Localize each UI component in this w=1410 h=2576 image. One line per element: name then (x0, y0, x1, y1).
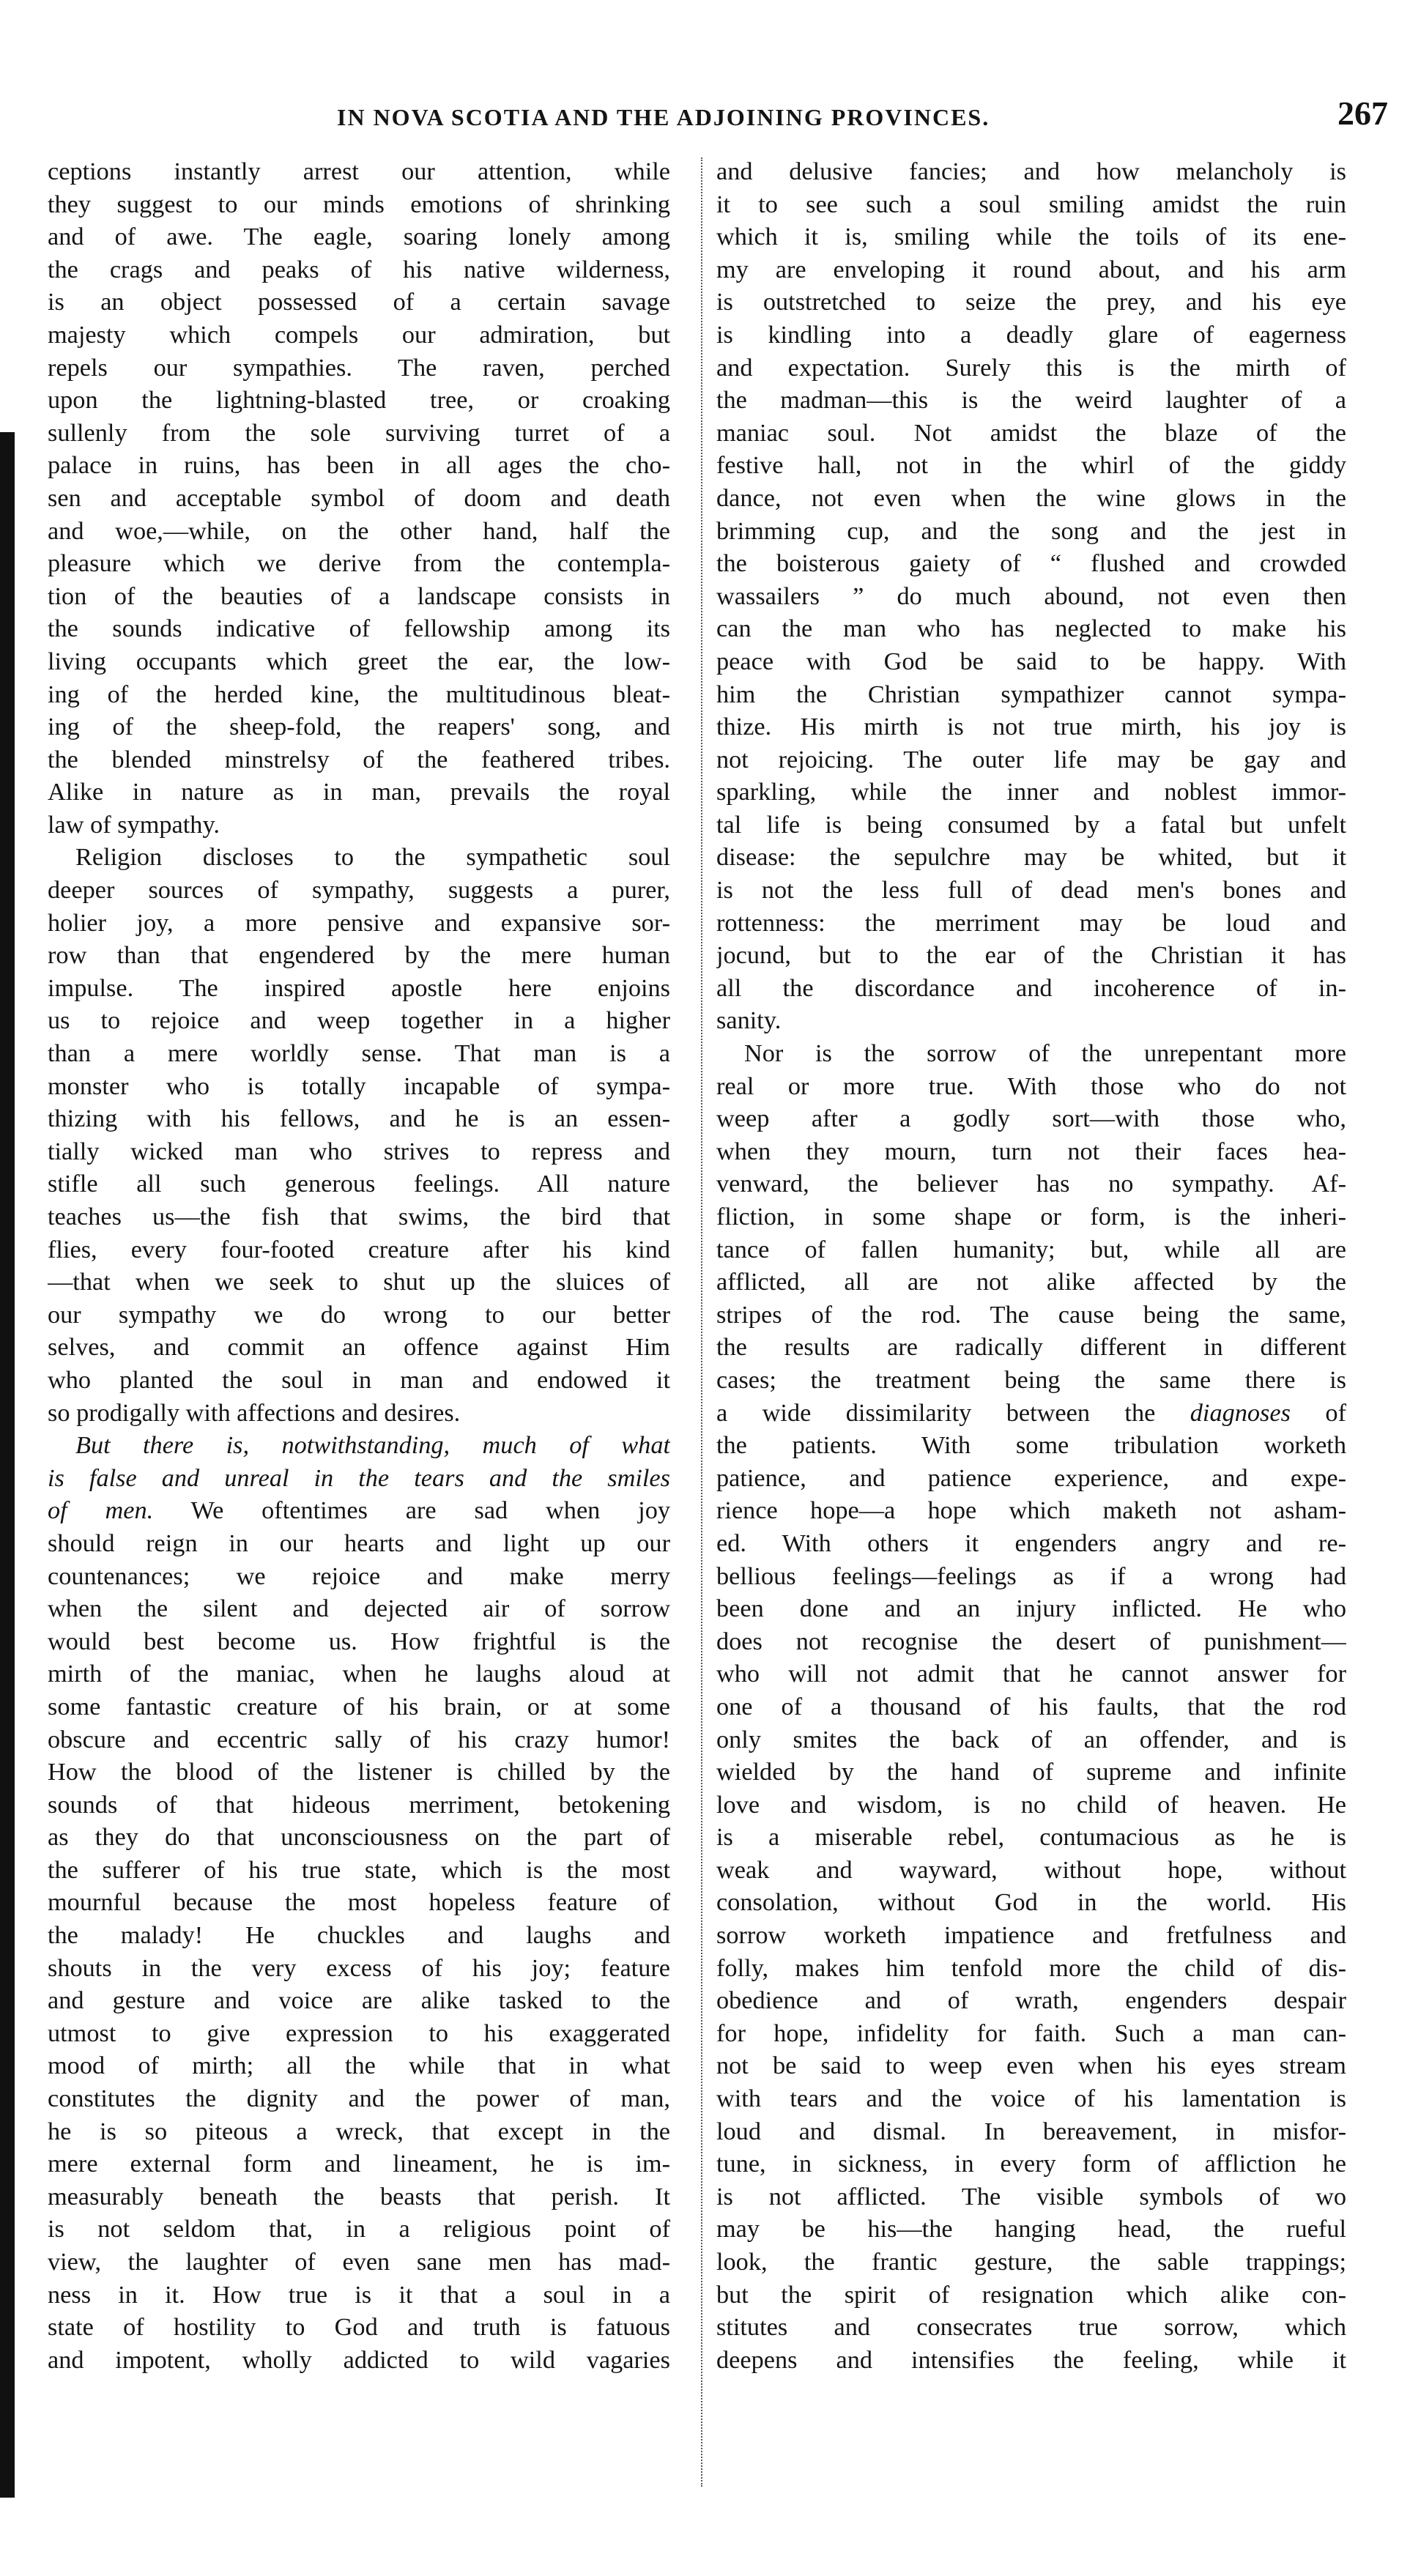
line-text: living occupants which greet the ear, the low- (48, 647, 670, 675)
line-text: constitutes the dignity and the power of man, (48, 2085, 670, 2113)
text-line (48, 417, 670, 450)
line-text: How the blood of the listener is chilled by the (48, 1758, 670, 1786)
text-line (48, 188, 670, 221)
running-title: IN NOVA SCOTIA AND THE ADJOINING PROVINCES. (337, 104, 990, 130)
line-text: and impotent, wholly addicted to wild vagaries (48, 2345, 670, 2374)
line-text: shouts in the very excess of his joy; feature (48, 1953, 670, 1982)
text-line (48, 1854, 670, 1887)
text-line (48, 1658, 670, 1690)
text-line (48, 1037, 670, 1070)
line-text: deepens and intensifies the feeling, while it (716, 2345, 1346, 2374)
line-text: maniac soul. Not amidst the blaze of the (716, 418, 1346, 447)
line-text: does not recognise the desert of punishment— (716, 1627, 1346, 1655)
text-line (48, 2049, 670, 2082)
line-text: rottenness: the merriment may be loud and (716, 908, 1346, 937)
left-column (48, 155, 670, 2376)
text-line (716, 1168, 1346, 1200)
line-text: a wide dissimilarity between the (716, 1398, 1156, 1427)
line-text: tal life is being consumed by a fatal but unfelt (716, 810, 1346, 839)
line-text: peace with God be said to be happy. With (716, 647, 1346, 675)
text-line (48, 2246, 670, 2279)
line-text: view, the laughter of even sane men has mad- (48, 2248, 670, 2276)
line-text: the sufferer of his true state, which is the most (48, 1855, 670, 1884)
text-line (48, 1886, 670, 1919)
line-text: patience, and patience experience, and expe- (716, 1463, 1346, 1492)
line-text: some fantastic creature of his brain, or at some (48, 1692, 670, 1721)
text-line (48, 1494, 670, 1527)
line-text: jocund, but to the ear of the Christian it has (716, 941, 1346, 970)
line-text: the results are radically different in different (716, 1333, 1346, 1362)
line-text: folly, makes him tenfold more the child of dis- (716, 1953, 1346, 1982)
line-text: when they mourn, turn not their faces hea- (716, 1137, 1346, 1165)
line-text: countenances; we rejoice and make merry (48, 1562, 670, 1590)
text-line (716, 1527, 1346, 1560)
text-line (716, 645, 1346, 678)
line-text: monster who is totally incapable of sympa- (48, 1072, 670, 1100)
text-line (716, 417, 1346, 450)
text-line (48, 874, 670, 907)
text-line (48, 1690, 670, 1723)
line-text: is not seldom that, in a religious point of (48, 2215, 670, 2243)
text-line (48, 1592, 670, 1625)
text-line (716, 515, 1346, 548)
text-line (716, 907, 1346, 940)
text-line (48, 2082, 670, 2115)
text-line (48, 2344, 670, 2377)
text-line (48, 2148, 670, 2180)
text-line (48, 678, 670, 711)
text-line (48, 710, 670, 743)
text-line (716, 253, 1346, 286)
text-line (716, 1821, 1346, 1854)
line-text: weak and wayward, without hope, without (716, 1855, 1346, 1884)
line-text: ed. With others it engenders angry and re- (716, 1529, 1346, 1557)
line-text: been done and an injury inflicted. He who (716, 1595, 1346, 1623)
line-text: is outstretched to seize the prey, and his eye (716, 288, 1346, 316)
text-line (48, 907, 670, 940)
line-text: ceptions instantly arrest our attention, while (48, 157, 670, 185)
text-line (48, 1527, 670, 1560)
text-line (48, 1462, 670, 1495)
text-line (716, 2311, 1346, 2344)
text-line (716, 939, 1346, 972)
text-line (48, 1952, 670, 1985)
line-text: stifle all such generous feelings. All nature (48, 1170, 670, 1198)
text-line (48, 612, 670, 645)
text-line (716, 1429, 1346, 1462)
text-line (48, 645, 670, 678)
text-line (716, 1070, 1346, 1103)
line-text: holier joy, a more pensive and expansive sor- (48, 908, 670, 937)
line-text: one of a thousand of his faults, that the rod (716, 1692, 1346, 1721)
text-line (716, 286, 1346, 319)
line-text: Nor is the sorrow of the unrepentant more (744, 1039, 1346, 1068)
text-line (716, 1004, 1346, 1037)
line-text: fliction, in some shape or form, is the inheri- (716, 1203, 1346, 1231)
line-text: should reign in our hearts and light up our (48, 1529, 670, 1557)
text-line (716, 1200, 1346, 1233)
text-line (48, 776, 670, 809)
line-text: ing of the sheep-fold, the reapers' song, and (48, 713, 670, 741)
line-text: real or more true. With those who do not (716, 1072, 1346, 1100)
line-text: tune, in sickness, in every form of affliction he (716, 2150, 1346, 2178)
text-line (48, 1102, 670, 1135)
line-text: utmost to give expression to his exaggerated (48, 2019, 670, 2047)
text-line (716, 1299, 1346, 1332)
text-line (716, 1919, 1346, 1952)
text-line (48, 155, 670, 188)
line-text: mournful because the most hopeless feature of (48, 1888, 670, 1917)
line-text: festive hall, not in the whirl of the giddy (716, 451, 1346, 480)
text-line (716, 1658, 1346, 1690)
line-text: when the silent and dejected air of sorrow (48, 1595, 670, 1623)
text-line (716, 1789, 1346, 1822)
line-text: But there is, notwithstanding, much of what (75, 1431, 670, 1460)
line-text: teaches us—the fish that swims, the bird that (48, 1203, 670, 1231)
text-line (716, 1756, 1346, 1789)
line-text: venward, the believer has no sympathy. Af- (716, 1170, 1346, 1198)
line-text: all the discordance and incoherence of in- (716, 973, 1346, 1002)
text-line (716, 1462, 1346, 1495)
right-column (716, 155, 1346, 2376)
text-line (48, 547, 670, 580)
text-line (716, 1984, 1346, 2017)
text-line (48, 1429, 670, 1462)
line-text: dance, not even when the wine glows in the (716, 483, 1346, 512)
line-text: impulse. The inspired apostle here enjoins (48, 973, 670, 1002)
text-line (716, 2180, 1346, 2213)
text-line (48, 2311, 670, 2344)
line-text: would best become us. How frightful is the (48, 1627, 670, 1655)
line-text: brimming cup, and the song and the jest in (716, 516, 1346, 545)
line-text: the sounds indicative of fellowship among its (48, 615, 670, 643)
line-text: sounds of that hideous merriment, betokening (48, 1790, 670, 1819)
text-line (48, 2279, 670, 2312)
line-text: sen and acceptable symbol of doom and death (48, 483, 670, 512)
text-line (716, 1690, 1346, 1723)
text-line (716, 482, 1346, 515)
text-line (48, 972, 670, 1005)
text-line (716, 319, 1346, 352)
text-line (48, 743, 670, 776)
line-text: only smites the back of an offender, and is (716, 1725, 1346, 1753)
line-text: and woe,—while, on the other hand, half the (48, 516, 670, 545)
line-text: majesty which compels our admiration, but (48, 320, 670, 349)
text-line (716, 710, 1346, 743)
line-text: palace in ruins, has been in all ages the cho- (48, 451, 670, 480)
text-line (716, 580, 1346, 613)
line-text-rest: of (1290, 1398, 1346, 1427)
line-text: selves, and commit an offence against Him (48, 1333, 670, 1362)
line-text: law of sympathy. (48, 810, 220, 839)
line-text: the crags and peaks of his native wilderness, (48, 255, 670, 283)
line-text: bellious feelings—feelings as if a wrong had (716, 1562, 1346, 1590)
text-line (716, 1037, 1346, 1070)
line-text: flies, every four-footed creature after his kind (48, 1235, 670, 1263)
text-line (716, 1560, 1346, 1593)
text-line (48, 253, 670, 286)
text-line (716, 220, 1346, 253)
line-text: Alike in nature as in man, prevails the royal (48, 778, 670, 806)
text-line (716, 874, 1346, 907)
line-text: thizing with his fellows, and he is an essen- (48, 1105, 670, 1133)
line-text: pleasure which we derive from the contempla- (48, 549, 670, 578)
text-line (716, 1397, 1346, 1430)
line-text: afflicted, all are not alike affected by the (716, 1268, 1346, 1296)
text-line (716, 1952, 1346, 1985)
text-line (48, 939, 670, 972)
line-text: him the Christian sympathizer cannot sympa- (716, 680, 1346, 708)
line-text: which it is, smiling while the toils of its ene- (716, 223, 1346, 251)
text-line (48, 286, 670, 319)
text-line (716, 1135, 1346, 1168)
line-text: and gesture and voice are alike tasked to the (48, 1986, 670, 2015)
text-line (48, 220, 670, 253)
text-line (716, 1592, 1346, 1625)
line-text: obscure and eccentric sally of his crazy humor! (48, 1725, 670, 1753)
line-text: look, the frantic gesture, the sable trappings; (716, 2248, 1346, 2276)
line-text: thize. His mirth is not true mirth, his joy is (716, 713, 1346, 741)
line-text: and of awe. The eagle, soaring lonely among (48, 223, 670, 251)
text-line (716, 1102, 1346, 1135)
line-text-italic: diagnoses (1155, 1398, 1291, 1427)
text-line (48, 1266, 670, 1299)
text-line (716, 2148, 1346, 2180)
line-text: sanity. (716, 1006, 782, 1035)
text-line (48, 515, 670, 548)
text-line (716, 2049, 1346, 2082)
line-text: disease: the sepulchre may be whited, but it (716, 843, 1346, 872)
text-line (48, 1984, 670, 2017)
line-text-rest: We oftentimes are sad when joy (153, 1496, 670, 1525)
line-text: the madman—this is the weird laughter of a (716, 386, 1346, 415)
text-line (48, 1756, 670, 1789)
line-text: is a miserable rebel, contumacious as he is (716, 1823, 1346, 1852)
line-text: it to see such a soul smiling amidst the ruin (716, 190, 1346, 218)
line-text: may be his—the hanging head, the rueful (716, 2215, 1346, 2243)
line-text: cases; the treatment being the same there is (716, 1365, 1346, 1394)
line-text: row than that engendered by the mere human (48, 941, 670, 970)
line-text: the blended minstrelsy of the feathered tribes. (48, 745, 670, 773)
line-text: is kindling into a deadly glare of eagerness (716, 320, 1346, 349)
line-text: than a mere worldly sense. That man is a (48, 1039, 670, 1068)
text-line (48, 1299, 670, 1332)
line-text: not rejoicing. The outer life may be gay and (716, 745, 1346, 773)
line-text: and expectation. Surely this is the mirth of (716, 353, 1346, 382)
line-text: ness in it. How true is it that a soul in a (48, 2280, 670, 2309)
text-line (716, 547, 1346, 580)
line-text: the malady! He chuckles and laughs and (48, 1921, 670, 1950)
text-line (716, 1625, 1346, 1658)
line-text: our sympathy we do wrong to our better (48, 1300, 670, 1329)
text-line (48, 2115, 670, 2148)
line-text: mere external form and lineament, he is im- (48, 2150, 670, 2178)
line-text: loud and dismal. In bereavement, in misfor- (716, 2117, 1346, 2145)
line-text: us to rejoice and weep together in a higher (48, 1006, 670, 1035)
text-line (716, 1266, 1346, 1299)
text-line (716, 155, 1346, 188)
text-line (48, 352, 670, 385)
text-line (716, 1494, 1346, 1527)
text-line (716, 1364, 1346, 1397)
line-text: tion of the beauties of a landscape consists in (48, 582, 670, 610)
line-text: love and wisdom, is no child of heaven. He (716, 1790, 1346, 1819)
text-line (48, 1397, 670, 1430)
text-line (716, 841, 1346, 874)
line-text: he is so piteous a wreck, that except in the (48, 2117, 670, 2145)
text-line (48, 841, 670, 874)
text-line (716, 2213, 1346, 2246)
text-line (716, 1886, 1346, 1919)
line-text: sparkling, while the inner and noblest immor- (716, 778, 1346, 806)
line-text: the patients. With some tribulation worketh (716, 1431, 1346, 1460)
text-line (48, 1331, 670, 1364)
line-text: weep after a godly sort—with those who, (716, 1105, 1346, 1133)
line-text: as they do that unconsciousness on the part of (48, 1823, 670, 1852)
line-text: upon the lightning-blasted tree, or croaking (48, 386, 670, 415)
line-text: —that when we seek to shut up the sluices of (48, 1268, 670, 1296)
line-text: state of hostility to God and truth is fatuous (48, 2313, 670, 2342)
line-text: with tears and the voice of his lamentation is (716, 2085, 1346, 2113)
line-text: not be said to weep even when his eyes stream (716, 2052, 1346, 2080)
text-line (48, 1135, 670, 1168)
line-text: so prodigally with affections and desires. (48, 1398, 461, 1427)
line-text: mirth of the maniac, when he laughs aloud at (48, 1660, 670, 1688)
line-text: they suggest to our minds emotions of shrinking (48, 190, 670, 218)
page-number: 267 (1337, 94, 1388, 132)
line-text: can the man who has neglected to make his (716, 615, 1346, 643)
text-line (716, 384, 1346, 417)
line-text: is not the less full of dead men's bones and (716, 876, 1346, 905)
line-text: Religion discloses to the sympathetic soul (75, 843, 670, 872)
line-text: consolation, without God in the world. His (716, 1888, 1346, 1917)
line-text: deeper sources of sympathy, suggests a purer, (48, 876, 670, 905)
line-text: ing of the herded kine, the multitudinous bleat- (48, 680, 670, 708)
line-text: mood of mirth; all the while that in what (48, 2052, 670, 2080)
text-line (48, 809, 670, 842)
page-header (44, 94, 1388, 145)
text-line (716, 1331, 1346, 1364)
text-line (716, 776, 1346, 809)
line-text: repels our sympathies. The raven, perched (48, 353, 670, 382)
text-line (716, 188, 1346, 221)
text-line (716, 743, 1346, 776)
text-line (716, 2344, 1346, 2377)
text-line (48, 449, 670, 482)
line-text: the boisterous gaiety of “ flushed and crowded (716, 549, 1346, 578)
text-line (48, 1168, 670, 1200)
line-text: stitutes and consecrates true sorrow, which (716, 2313, 1346, 2342)
line-text: rience hope—a hope which maketh not asham- (716, 1496, 1346, 1525)
line-text: who will not admit that he cannot answer for (716, 1660, 1346, 1688)
line-text: sullenly from the sole surviving turret of a (48, 418, 670, 447)
text-line (48, 1789, 670, 1822)
text-line (716, 2017, 1346, 2050)
line-text: my are enveloping it round about, and his arm (716, 255, 1346, 283)
margin-bar (0, 432, 15, 2498)
text-line (48, 2180, 670, 2213)
line-text: is not afflicted. The visible symbols of wo (716, 2182, 1346, 2211)
text-line (716, 2115, 1346, 2148)
text-line (716, 1854, 1346, 1887)
text-line (716, 1723, 1346, 1756)
line-text: sorrow worketh impatience and fretfulness and (716, 1921, 1346, 1950)
line-text: tially wicked man who strives to repress and (48, 1137, 670, 1165)
line-text: wassailers ” do much abound, not even then (716, 582, 1346, 610)
line-text: stripes of the rod. The cause being the same, (716, 1300, 1346, 1329)
text-line (48, 1919, 670, 1952)
text-line (48, 1004, 670, 1037)
text-line (716, 449, 1346, 482)
text-line (48, 482, 670, 515)
text-line (48, 1821, 670, 1854)
text-line (48, 1723, 670, 1756)
line-text: is false and unreal in the tears and the smiles (48, 1463, 670, 1492)
line-text: is an object possessed of a certain savage (48, 288, 670, 316)
line-text: tance of fallen humanity; but, while all are (716, 1235, 1346, 1263)
text-line (48, 1625, 670, 1658)
text-line (716, 612, 1346, 645)
text-line (48, 580, 670, 613)
text-line (48, 1200, 670, 1233)
text-line (716, 678, 1346, 711)
text-line (716, 2246, 1346, 2279)
text-line (48, 1364, 670, 1397)
line-text: who planted the soul in man and endowed it (48, 1365, 670, 1394)
text-line (716, 2082, 1346, 2115)
line-text: for hope, infidelity for faith. Such a man can- (716, 2019, 1346, 2047)
text-line (48, 2213, 670, 2246)
line-text: obedience and of wrath, engenders despair (716, 1986, 1346, 2015)
line-text: and delusive fancies; and how melancholy is (716, 157, 1346, 185)
line-text: measurably beneath the beasts that perish. It (48, 2182, 670, 2211)
text-line (48, 319, 670, 352)
text-line (716, 352, 1346, 385)
line-text: but the spirit of resignation which alike con- (716, 2280, 1346, 2309)
text-line (716, 2279, 1346, 2312)
text-line (48, 1070, 670, 1103)
column-rule (701, 157, 702, 2487)
text-line (48, 384, 670, 417)
line-text: wielded by the hand of supreme and infinite (716, 1758, 1346, 1786)
line-text: of men. (48, 1496, 154, 1525)
text-line (48, 1233, 670, 1266)
text-line (716, 972, 1346, 1005)
text-line (716, 1233, 1346, 1266)
text-line (716, 809, 1346, 842)
text-line (48, 2017, 670, 2050)
text-line (48, 1560, 670, 1593)
